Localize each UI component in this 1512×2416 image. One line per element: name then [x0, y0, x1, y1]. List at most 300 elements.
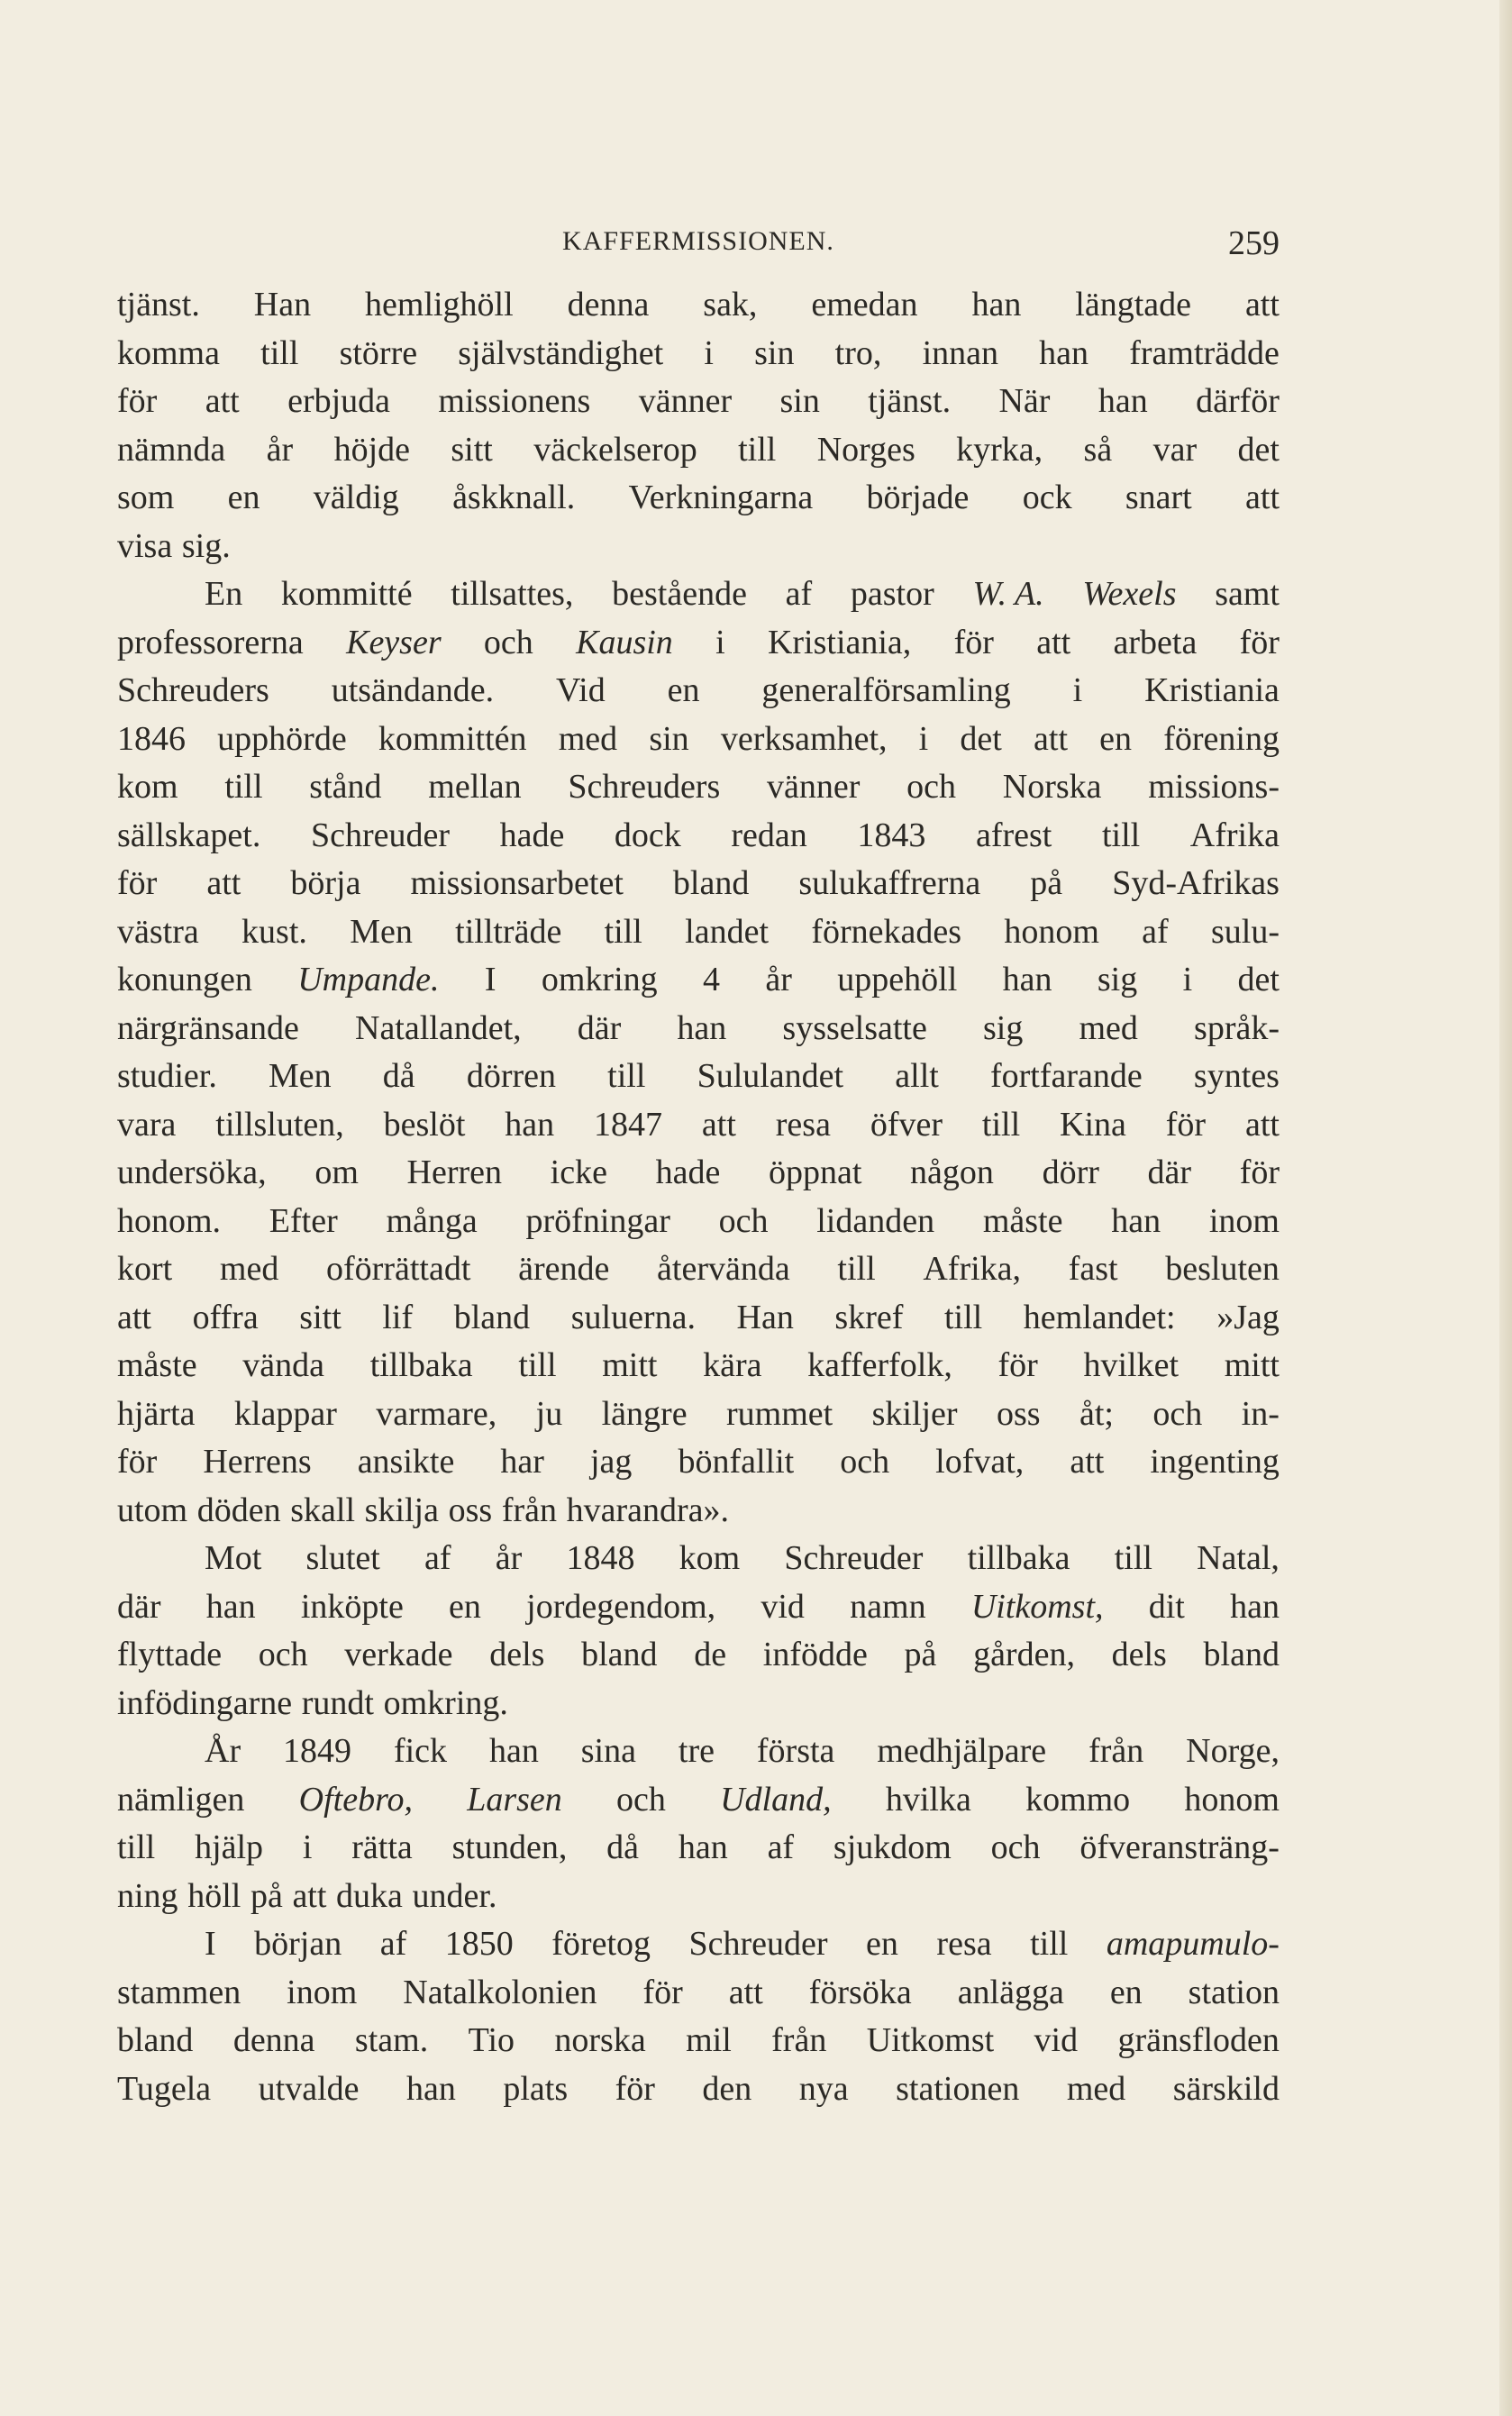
word: nya [798, 2069, 849, 2108]
word: sitt [451, 430, 493, 469]
word: tillsattes, [451, 575, 574, 613]
word: att [206, 864, 241, 902]
text-line [117, 1824, 1280, 1873]
word: till [224, 768, 263, 806]
running-title: KAFFERMISSIONEN. [562, 226, 834, 256]
word: omkring [541, 961, 658, 998]
word: med [1066, 2069, 1126, 2108]
text-line [117, 1342, 1280, 1390]
word: så [1083, 430, 1113, 469]
word: varmare, [376, 1394, 497, 1433]
word: skiljer [871, 1394, 958, 1433]
word: syntes [1193, 1057, 1280, 1095]
word: och [616, 1780, 666, 1819]
word: W. A. [972, 575, 1044, 613]
word: från [1088, 1732, 1144, 1770]
word: kyrka, [956, 430, 1043, 469]
word: till [260, 333, 299, 372]
word: snart [1125, 479, 1192, 516]
word: längtade [1075, 286, 1191, 324]
word: sulu- [1211, 912, 1280, 951]
word: kust. [241, 912, 307, 951]
word: Natalkolonien [403, 1973, 597, 2011]
word: Schreuder [784, 1539, 924, 1577]
text-line [117, 1245, 1280, 1294]
word: gården, [973, 1636, 1075, 1673]
word: stunden, [451, 1828, 568, 1866]
word: År [205, 1732, 241, 1770]
text-line [117, 763, 1280, 812]
word: stammen [117, 1973, 241, 2011]
text-line [117, 619, 1280, 668]
text-line [117, 523, 1280, 571]
word: vänner [767, 768, 861, 806]
word: dörr [1042, 1153, 1099, 1191]
word: pastor [850, 575, 934, 613]
word: han [1002, 961, 1052, 998]
word: verkade [344, 1636, 453, 1673]
word: Sululandet [697, 1057, 844, 1095]
word: därför [1196, 382, 1280, 420]
word: i [1072, 671, 1083, 709]
text-line [117, 1728, 1280, 1776]
word: bland [453, 1298, 531, 1336]
word: Schreuder [310, 816, 450, 854]
text-line [117, 1873, 1280, 1921]
text-line [117, 1535, 1280, 1583]
word: undersöka, [117, 1153, 267, 1191]
word: När [998, 382, 1051, 420]
text-line [117, 812, 1280, 861]
word: suluerna. [570, 1298, 696, 1336]
word: från [501, 1491, 557, 1529]
page-header [117, 219, 1280, 264]
word: fast [1068, 1250, 1118, 1288]
word: 1846 [117, 719, 186, 758]
word: Kristiania, [767, 623, 912, 661]
word: Vid [556, 671, 606, 709]
word: början [254, 1925, 342, 1963]
text-line [117, 1294, 1280, 1343]
word: honom [1184, 1780, 1280, 1819]
word: sjukdom [833, 1828, 952, 1866]
word: honom [1004, 912, 1099, 951]
word: vara [117, 1105, 177, 1144]
word: sin [754, 333, 795, 372]
word: Uitkomst [866, 2021, 995, 2059]
word: på [1030, 864, 1063, 902]
word: norska [554, 2021, 646, 2059]
word: inköpte [300, 1587, 404, 1626]
word: vid [1034, 2021, 1079, 2059]
word: Natal, [1197, 1539, 1280, 1577]
word: hvilka [885, 1780, 971, 1819]
word: Keyser [346, 623, 442, 661]
text-line [117, 1487, 1280, 1536]
word: flyttade [117, 1636, 223, 1673]
word: förnekades [811, 912, 962, 951]
word: som [117, 479, 175, 516]
word: oförrättadt [326, 1250, 471, 1288]
text-line [117, 956, 1280, 1005]
text-line [117, 1920, 1280, 1969]
word: generalförsamling [761, 671, 1011, 709]
word: förening [1163, 719, 1280, 758]
word: fortfarande [989, 1057, 1143, 1095]
word: då [382, 1057, 415, 1095]
word: lidanden [816, 1201, 935, 1240]
word: lofvat, [935, 1443, 1025, 1481]
word: sitt [299, 1298, 342, 1336]
word: kommittén [378, 719, 527, 758]
word: någon [910, 1153, 994, 1191]
word: öfveransträng- [1079, 1828, 1280, 1866]
word: oss [448, 1491, 493, 1529]
word: under. [412, 1876, 497, 1915]
word: En [205, 575, 243, 613]
word: det [1237, 430, 1280, 469]
word: Wexels [1082, 575, 1177, 613]
word: af [1142, 912, 1169, 951]
word: hade [655, 1153, 721, 1191]
word: mil [686, 2021, 732, 2059]
word: dock [614, 816, 681, 854]
word: han [1230, 1587, 1280, 1626]
word: af [785, 575, 813, 613]
word: kommo [1025, 1780, 1131, 1819]
word: till [1114, 1539, 1152, 1577]
word: Norska [1002, 768, 1102, 806]
word: dörren [466, 1057, 557, 1095]
word: Verkningarna [628, 479, 814, 516]
page-edge [1499, 0, 1512, 2416]
word: Norges [816, 430, 915, 469]
word: till [981, 1105, 1021, 1144]
word: Efter [269, 1201, 338, 1240]
word: särskild [1172, 2069, 1280, 2108]
text-line [117, 1101, 1280, 1150]
word: att [701, 1105, 736, 1144]
word: mitt [1224, 1346, 1280, 1384]
word: vänner [638, 382, 733, 420]
word: 1850 [444, 1925, 514, 1963]
word: honom. [117, 1201, 222, 1240]
word: offra [192, 1298, 259, 1336]
word: ju [535, 1394, 563, 1433]
word: erbjuda [287, 382, 391, 420]
word: Uitkomst, [970, 1587, 1104, 1626]
word: ansikte [357, 1443, 455, 1481]
word: år [266, 430, 294, 469]
word: uppehöll [837, 961, 958, 998]
word: att [205, 382, 240, 420]
word: för [1165, 1105, 1207, 1144]
text-line [117, 1583, 1280, 1632]
word: kommitté [280, 575, 413, 613]
word: och [483, 623, 533, 661]
word: började [866, 479, 970, 516]
text-line [117, 667, 1280, 716]
word: dels [489, 1636, 545, 1673]
word: hvilket [1083, 1346, 1180, 1384]
word: Larsen [467, 1780, 562, 1819]
text-line [117, 1005, 1280, 1053]
word: tro, [834, 333, 882, 372]
word: från [771, 2021, 827, 2059]
word: till [1101, 816, 1141, 854]
word: han [1111, 1201, 1161, 1240]
word: sak, [703, 286, 758, 324]
word: börja [290, 864, 361, 902]
word: afrest [975, 816, 1052, 854]
word: öfver [870, 1105, 943, 1144]
text-line [117, 1390, 1280, 1439]
word: inom [287, 1973, 358, 2011]
word: landet [685, 912, 770, 951]
word: namn [850, 1587, 926, 1626]
word: i [302, 1828, 313, 1866]
word: nämnda [117, 430, 226, 469]
word: en [667, 671, 700, 709]
word: 1849 [283, 1732, 352, 1770]
word: mellan [428, 768, 522, 806]
word: skall [290, 1491, 356, 1529]
word: tre [678, 1732, 715, 1770]
word: att [117, 1298, 151, 1336]
word: öppnat [768, 1153, 862, 1191]
text-line [117, 1053, 1280, 1101]
word: i [1182, 961, 1193, 998]
text-line [117, 2065, 1280, 2114]
word: de [694, 1636, 727, 1673]
word: bland [672, 864, 750, 902]
word: denna [232, 2021, 315, 2059]
word: duka [336, 1876, 403, 1915]
word: 1848 [566, 1539, 635, 1577]
word: och [718, 1201, 769, 1240]
word: och [840, 1443, 890, 1481]
word: stånd [309, 768, 382, 806]
word: var [1152, 430, 1198, 469]
text-line [117, 330, 1280, 378]
word: till [604, 912, 642, 951]
word: måste [982, 1201, 1063, 1240]
word: han [677, 1008, 727, 1047]
word: större [339, 333, 418, 372]
word: dels [1111, 1636, 1167, 1673]
word: och [990, 1828, 1041, 1866]
word: längre [601, 1394, 688, 1433]
word: till [518, 1346, 557, 1384]
word: in- [1241, 1394, 1280, 1433]
word: vända [242, 1346, 325, 1384]
word: för [117, 864, 158, 902]
word: Herrens [203, 1443, 312, 1481]
word: för [997, 1346, 1038, 1384]
word: skilja [364, 1491, 439, 1529]
word: tillbaka [967, 1539, 1070, 1577]
word: det [1237, 961, 1280, 998]
word: att [1244, 1105, 1280, 1144]
word: sig [1097, 961, 1138, 998]
text-line [117, 1198, 1280, 1246]
word: anlägga [957, 1973, 1064, 2011]
word: kort [117, 1250, 173, 1288]
word: allt [895, 1057, 939, 1095]
word: plats [503, 2069, 569, 2108]
word: åskknall. [452, 479, 576, 516]
word: sin [649, 719, 689, 758]
word: lif [382, 1298, 414, 1336]
word: 4 [703, 961, 721, 998]
word: medhjälpare [877, 1732, 1047, 1770]
word: skref [834, 1298, 904, 1336]
word: hvarandra». [566, 1491, 730, 1529]
word: sin [779, 382, 820, 420]
word: omkring. [383, 1683, 508, 1722]
word: Afrika [1189, 816, 1280, 854]
word: konungen [117, 961, 252, 998]
word: Natallandet, [355, 1008, 522, 1047]
text-line [117, 474, 1280, 523]
word: till [607, 1057, 646, 1095]
text-line [117, 1438, 1280, 1487]
word: samt [1215, 575, 1280, 613]
word: på [250, 1876, 283, 1915]
word: inom [1208, 1201, 1280, 1240]
word: rätta [351, 1828, 413, 1866]
word: nämligen [117, 1780, 245, 1819]
word: sig [982, 1008, 1024, 1047]
word: den [702, 2069, 752, 2108]
word: visa [117, 526, 173, 565]
word: till [1030, 1925, 1069, 1963]
word: icke [550, 1153, 607, 1191]
word: Han [736, 1298, 794, 1336]
word: för [642, 1973, 683, 2011]
word: klappar [233, 1394, 337, 1433]
word: sulukaffrerna [798, 864, 981, 902]
text-line [117, 426, 1280, 475]
word: hade [499, 816, 565, 854]
word: stam. [354, 2021, 429, 2059]
word: i [704, 333, 714, 372]
word: och [1152, 1394, 1203, 1433]
word: rummet [725, 1394, 833, 1433]
word: försöka [808, 1973, 912, 2011]
text-line [117, 860, 1280, 908]
word: Schreuders [568, 768, 721, 806]
word: tjänst. [868, 382, 952, 420]
word: västra [117, 912, 199, 951]
word: företog [551, 1925, 651, 1963]
word: med [219, 1250, 279, 1288]
word: denna [567, 286, 650, 324]
word: amapumulo- [1106, 1925, 1280, 1963]
word: för [1239, 1153, 1280, 1191]
word: hjälp [195, 1828, 264, 1866]
word: Schreuders [117, 671, 269, 709]
word: om [314, 1153, 359, 1191]
word: I [205, 1925, 216, 1963]
word: arbeta [1113, 623, 1198, 661]
word: Herren [406, 1153, 503, 1191]
word: kom [117, 768, 178, 806]
word: infödde [762, 1636, 868, 1673]
text-line [117, 281, 1280, 330]
word: Kausin [576, 623, 673, 661]
word: missionens [438, 382, 591, 420]
word: till [738, 430, 777, 469]
word: väckelserop [533, 430, 697, 469]
word: pröfningar [525, 1201, 670, 1240]
word: Han [253, 286, 312, 324]
text-line [117, 1631, 1280, 1680]
word: ingenting [1150, 1443, 1280, 1481]
word: att [292, 1876, 327, 1915]
word: framträdde [1129, 333, 1280, 372]
word: många [386, 1201, 478, 1240]
word: Mot [205, 1539, 262, 1577]
word: att [1245, 479, 1280, 516]
word: på [904, 1636, 937, 1673]
word: bland [1203, 1636, 1280, 1673]
word: sig. [181, 526, 231, 565]
word: där [117, 1587, 161, 1626]
word: för [615, 2069, 655, 2108]
text-line [117, 1680, 1280, 1728]
word: redan [731, 816, 807, 854]
word: Men [350, 912, 413, 951]
word: en [866, 1925, 898, 1963]
word: sina [580, 1732, 636, 1770]
word: infödingarne [117, 1683, 293, 1722]
word: där [577, 1008, 622, 1047]
word: till [943, 1298, 983, 1336]
word: verksamhet, [720, 719, 888, 758]
word: och [906, 768, 957, 806]
word: Oftebro, [298, 1780, 413, 1819]
word: med [1079, 1008, 1138, 1047]
word: utom [117, 1491, 188, 1529]
word: missionsarbetet [410, 864, 624, 902]
word: Udland, [720, 1780, 832, 1819]
word: Norge, [1186, 1732, 1280, 1770]
word: komma [117, 333, 220, 372]
word: »Jag [1216, 1298, 1280, 1336]
word: besluten [1165, 1250, 1280, 1288]
word: bland [117, 2021, 194, 2059]
word: språk- [1194, 1008, 1280, 1047]
word: Afrika, [923, 1250, 1022, 1288]
word: missions- [1148, 768, 1280, 806]
word: väldig [313, 479, 399, 516]
word: för [117, 382, 158, 420]
text-line [117, 1969, 1280, 2018]
word: självständighet [458, 333, 664, 372]
word: Men [268, 1057, 332, 1095]
word: det [960, 719, 1002, 758]
word: I [484, 961, 496, 998]
word: resa [775, 1105, 831, 1144]
word: Syd-Afrikas [1112, 864, 1280, 902]
word: höll [187, 1876, 241, 1915]
word: sysselsatte [782, 1008, 927, 1047]
word: bland [581, 1636, 658, 1673]
body-text [117, 281, 1280, 2113]
word: slutet [305, 1539, 380, 1577]
word: studier. [117, 1057, 217, 1095]
